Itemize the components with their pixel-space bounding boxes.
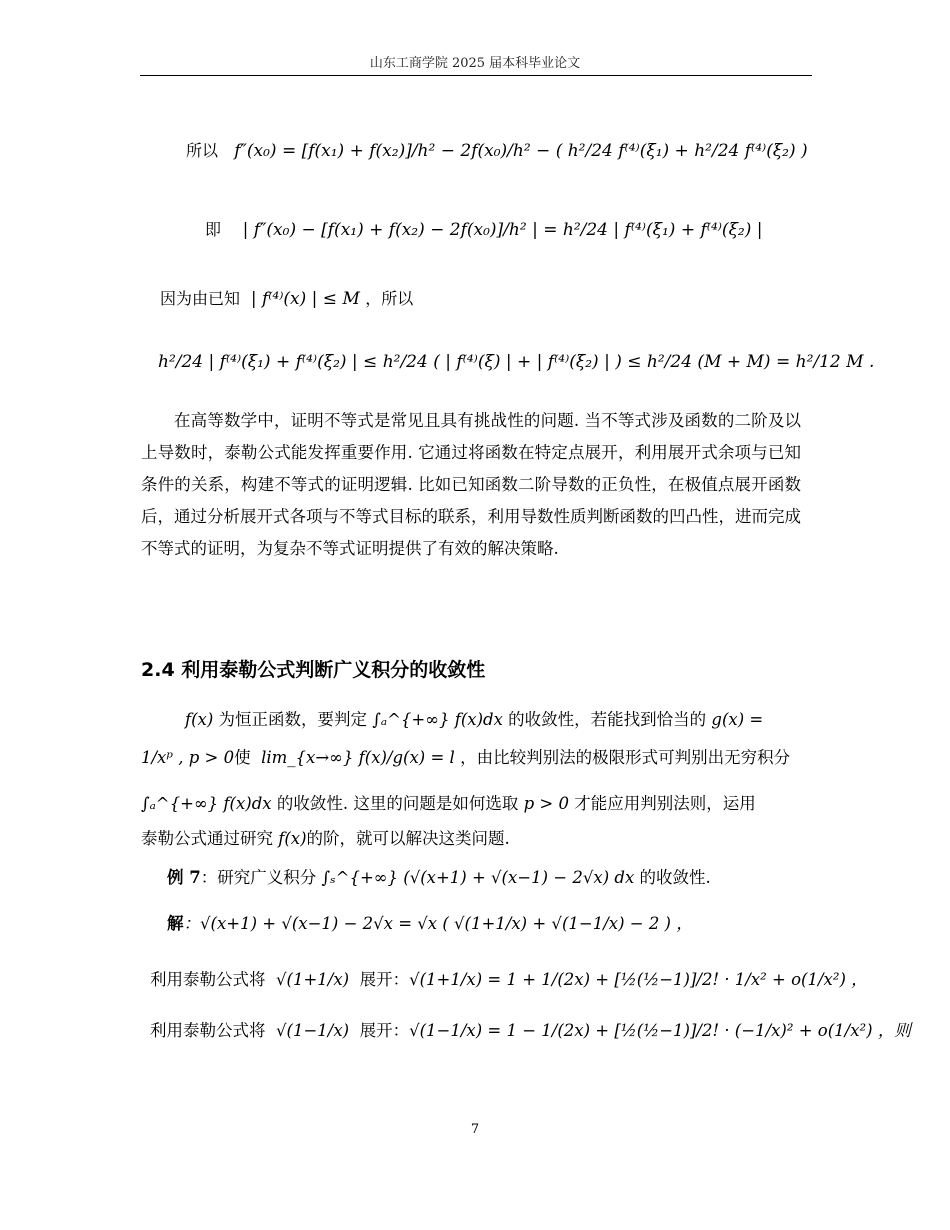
expansion2-text: 利用泰勒公式将 bbox=[150, 1021, 266, 1040]
p2-l2d: ，由比较判别法的极限形式可判别出无穷积分 bbox=[460, 748, 791, 767]
example-integral: ∫ₛ^{+∞} (√(x+1) + √(x−1) − 2√x) dx bbox=[321, 868, 635, 887]
p2-l3d: 才能应用判别法则，运用 bbox=[568, 794, 756, 813]
p2-fx2: f(x) bbox=[278, 829, 307, 848]
expansion-line-2 bbox=[150, 1017, 911, 1041]
formula-3-text: 因为由已知 bbox=[160, 289, 241, 308]
paragraph2-line2 bbox=[141, 744, 790, 768]
example-suffix: 的收敛性. bbox=[634, 868, 711, 887]
paragraph2-line3 bbox=[141, 790, 756, 814]
p2-l1b: 为恒正函数，要判定 bbox=[213, 710, 373, 729]
paragraph2-line1 bbox=[185, 706, 763, 730]
expansion1-c: √(1+1/x) = 1 + 1/(2x) + [½(½−1)]/2! · 1/x² + o(1/x²) ， bbox=[409, 970, 868, 989]
solution-body: ：√(x+1) + √(x−1) − 2√x = √x ( √(1+1/x) + √(1−1/x) − 2 ) ， bbox=[183, 914, 693, 933]
solution-label: 解 bbox=[167, 914, 184, 933]
expansion1-a: √(1+1/x) bbox=[276, 970, 350, 989]
p2-l2b: 使 bbox=[234, 748, 251, 767]
p2-integral1: ∫ₐ^{+∞} f(x)dx bbox=[372, 710, 503, 729]
p2-gx: g(x) = bbox=[711, 710, 764, 729]
expansion2-a: √(1−1/x) bbox=[276, 1021, 350, 1040]
p2-gfrac: 1/xᵖ , p > 0 bbox=[141, 748, 235, 767]
paragraph2-line4 bbox=[141, 825, 510, 849]
expansion1-b: 展开： bbox=[359, 970, 410, 989]
formula-1-body: f″(x₀) = [f(x₁) + f(x₂)]/h² − 2f(x₀)/h² − ( h²/24 f⁽⁴⁾(ξ₁) + h²/24 f⁽⁴⁾(ξ₂) ) bbox=[234, 141, 808, 161]
header-rule bbox=[140, 75, 812, 76]
expansion-line-1 bbox=[150, 966, 868, 990]
p2-p: p > 0 bbox=[523, 794, 569, 813]
formula-3-body: | f⁽⁴⁾(x) | ≤ M bbox=[250, 289, 360, 309]
p2-l4c: 的阶，就可以解决这类问题. bbox=[306, 829, 510, 848]
solution-line bbox=[167, 910, 693, 934]
section-heading: 2.4 利用泰勒公式判断广义积分的收敛性 bbox=[141, 659, 486, 681]
p2-l4a: 泰勒公式通过研究 bbox=[141, 829, 279, 848]
example-7 bbox=[167, 864, 711, 888]
formula-1 bbox=[186, 138, 808, 161]
formula-4 bbox=[158, 352, 874, 372]
paragraph-taylor-inequality: 在高等数学中，证明不等式是常见且具有挑战性的问题. 当不等式涉及函数的二阶及以上导数时，泰勒公式能发挥重要作用. 它通过将函数在特定点展开，利用展开式余项与已知条件的关系，构建不等式的证明逻辑. 比如已知函数二阶导数的正负性，在极值点展开函数后，通过分析展开式各项与不等式目标的联系，利用导数性质判断函数的凹凸性，进而完成不等式的证明，为复杂不等式证明提供了有效的解决策略. bbox=[141, 411, 801, 558]
formula-3-line bbox=[160, 286, 413, 309]
p2-fx: f(x) bbox=[185, 710, 214, 729]
page-number: 7 bbox=[470, 1122, 480, 1137]
expansion2-b: 展开： bbox=[359, 1021, 410, 1040]
p2-l3b: 的收敛性. 这里的问题是如何选取 bbox=[271, 794, 524, 813]
example-text: ：研究广义积分 bbox=[200, 868, 322, 887]
example-label: 例 7 bbox=[167, 868, 201, 887]
formula-2 bbox=[205, 217, 763, 240]
page-header: 山东工商学院 2025 届本科毕业论文 bbox=[369, 56, 581, 71]
formula-3-suffix: ，所以 bbox=[365, 289, 414, 308]
formula-2-label: 即 bbox=[205, 220, 222, 239]
formula-1-label: 所以 bbox=[186, 141, 219, 160]
p2-limit: lim_{x→∞} f(x)/g(x) = l bbox=[261, 748, 455, 767]
formula-2-body: | f″(x₀) − [f(x₁) + f(x₂) − 2f(x₀)]/h² | = h²/24 | f⁽⁴⁾(ξ₁) + f⁽⁴⁾(ξ₂) | bbox=[242, 220, 763, 240]
expansion2-c: √(1−1/x) = 1 − 1/(2x) + [½(½−1)]/2! · (−1/x)² + o(1/x²) ，则 bbox=[409, 1021, 911, 1040]
p2-integral2: ∫ₐ^{+∞} f(x)dx bbox=[141, 794, 272, 813]
expansion1-text: 利用泰勒公式将 bbox=[150, 970, 266, 989]
formula-4-body: h²/24 | f⁽⁴⁾(ξ₁) + f⁽⁴⁾(ξ₂) | ≤ h²/24 ( | f⁽⁴⁾(ξ) | + | f⁽⁴⁾(ξ₂) | ) ≤ h²/24 (M + M) = h²/12 M . bbox=[158, 352, 875, 372]
p2-l1d: 的收敛性，若能找到恰当的 bbox=[502, 710, 712, 729]
